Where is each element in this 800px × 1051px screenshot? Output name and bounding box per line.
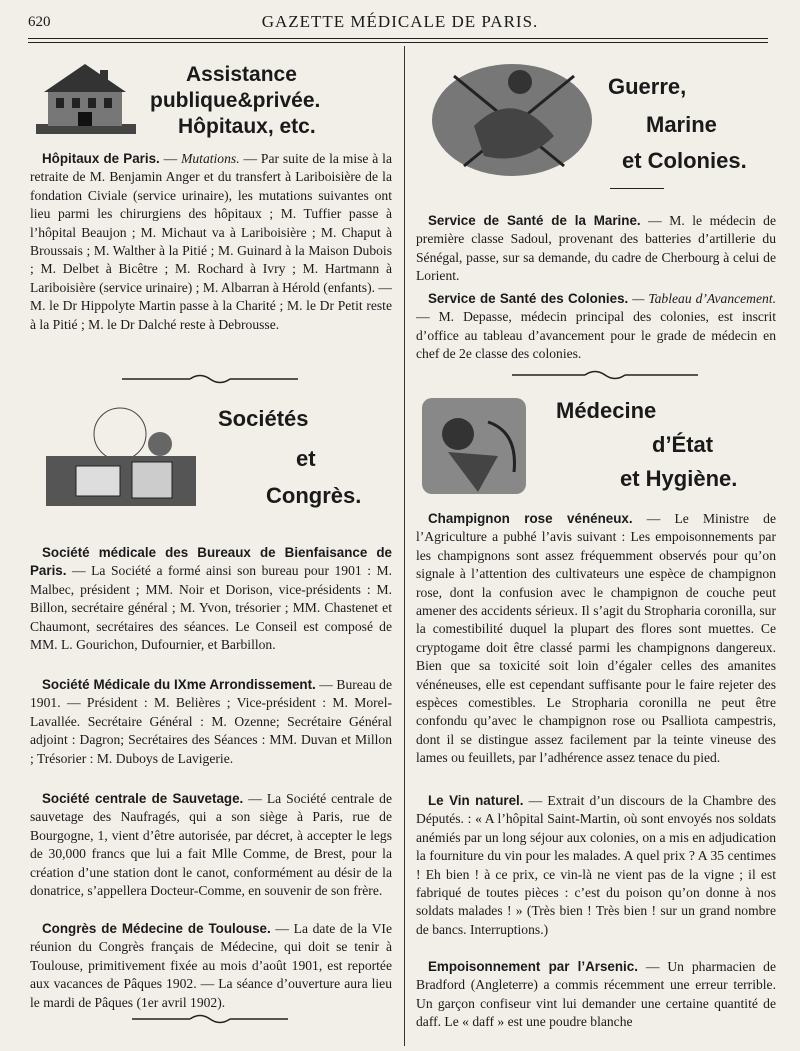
sauvetage-lead: Société centrale de Sauvetage. bbox=[42, 791, 244, 806]
vin-lead: Le Vin naturel. bbox=[428, 793, 524, 808]
journal-title: GAZETTE MÉDICALE DE PARIS. bbox=[261, 12, 539, 31]
medecine-title-1: Médecine bbox=[556, 398, 657, 423]
societes-title-1: Sociétés bbox=[218, 406, 309, 431]
toulouse-article bbox=[30, 920, 392, 1012]
hopitaux-body: — Par suite de la mise à la retraite de M. Benjamin Anger et du transfert à Lariboisière de la fondation Civiale (service urinaire), les mutations suivantes ont lieu parmi les chirurgiens des hôpitaux ; M. Tuffier passe à l’hôpital Beaujon ; M. Michaut va à Lariboisière ; M. Chaput à Broussais ; M. Walther à la Pitié ; M. Guinard à la Maison Dubois ; M. Delbet à Bicêtre ; M. Rochard à Ivry ; M. Hartmann à Lariboisière (service urinaire) ; M. Albarran à Hérold (enfants). — M. le Dr Hippolyte Martin passe à la Charité ; M. le Dr Petit reste à la Pitié ; M. le Dr Dalché reste à Debrousse. bbox=[30, 151, 392, 332]
short-rule bbox=[610, 188, 664, 189]
assistance-title-1: Assistance bbox=[186, 63, 297, 86]
marine-article bbox=[416, 212, 776, 286]
champignon-lead: Champignon rose vénéneux. bbox=[428, 511, 633, 526]
sauvetage-article bbox=[30, 790, 392, 900]
section-ornament bbox=[510, 368, 700, 382]
books-and-figure-engraving bbox=[36, 400, 212, 516]
toulouse-body: — La date de la VIe réunion du Congrès français de Médecine, qui doit se tenir à Toulouse, primitivement fixée au mois d’août 1901, est reportée aux vacances de Pâques 1902. — La séance d’ouverture aura lieu le mardi de Pâques (1er avril 1902). bbox=[30, 921, 392, 1010]
guerre-title-1: Guerre, bbox=[608, 74, 687, 99]
ixe-article bbox=[30, 676, 392, 768]
page-number: 620 bbox=[28, 14, 51, 30]
guerre-title-2: Marine bbox=[646, 112, 717, 137]
vin-article bbox=[416, 792, 776, 939]
military-trophy-engraving bbox=[424, 56, 600, 184]
societes-title-2: et bbox=[296, 446, 316, 471]
bienfaisance-article bbox=[30, 544, 392, 654]
toulouse-lead: Congrès de Médecine de Toulouse. bbox=[42, 921, 271, 936]
section-ornament bbox=[120, 372, 300, 386]
section-ornament bbox=[130, 1012, 290, 1026]
vin-body: — Extrait d’un discours de la Chambre des Députés. : « A l’hôpital Saint-Martin, où sont envoyés nos soldats anémiés par un long séjour aux colonies, on a mis en adjudication la fourniture du vin pour les malades. A quel prix ? A 35 centimes ! Eh bien ! à ce prix, ce vin-là ne vient pas de la vigne ; il est fabriqué de toutes pièces : c’est du poison qu’on donne à nos soldats malades ! » (Très bien ! Très bien ! sur un grand nombre de bancs. Interruptions.) bbox=[416, 793, 776, 937]
champignon-body: — Le Ministre de l’Agriculture a pubhé l’avis suivant : Les empoisonnements par les champignons sont assez fréquemment observés pour qu’on signale à l’attention des cultivateurs une espèce de champignon rose, dont la confusion avec le champignon de couche peut amener des accidents sérieux. Il s’agit du Stropharia coronilla, sur la comestibilité duquel la plupart des flores sont muettes. Ce cryptogame doit être classé parmi les champignons dangereux. Bien que sa toxicité soit loin d’égaler celles des amanites vénéneuses, elle est cependant suffisante pour le faire rejeter des espèces comestibles. Le Stropharia coronilla ne peut être confondu qu’avec le champignon rose ou Psalliota campestris, dont il se distingue assez facilement par la teinte vineuse des lames ou feuillets, par l’adhérence assez tenace du pied. bbox=[416, 511, 776, 766]
mythological-figure-engraving bbox=[418, 392, 528, 500]
arsenic-lead: Empoisonnement par l’Arsenic. bbox=[428, 959, 638, 974]
column-divider bbox=[404, 46, 405, 1046]
header-rule bbox=[28, 38, 768, 39]
assistance-title-3: Hôpitaux, etc. bbox=[178, 115, 316, 138]
guerre-title-3: et Colonies. bbox=[622, 148, 747, 173]
medecine-title-3: et Hygiène. bbox=[620, 466, 738, 491]
colonies-article bbox=[416, 290, 776, 364]
page-header bbox=[0, 0, 800, 40]
colonies-lead: Service de Santé des Colonies. bbox=[428, 291, 629, 306]
arsenic-body: — Un pharmacien de Bradford (Angleterre) a commis récemment une erreur terrible. Un garçon confiseur vint lui demander une certaine quantité de daff. Le « daff » est une poudre blanche bbox=[416, 959, 776, 1030]
ixe-lead: Société Médicale du IXme Arrondissement. bbox=[42, 677, 316, 692]
marine-body: — M. le médecin de première classe Sadoul, provenant des batteries d’artillerie du Sénégal, passe, sur sa demande, du cadre de Cherbourg à celui de Lorient. bbox=[416, 213, 776, 284]
colonies-sub: — Tableau d’Avancement. bbox=[632, 291, 777, 306]
arsenic-article bbox=[416, 958, 776, 1032]
assistance-title-2: publique&privée. bbox=[150, 89, 321, 112]
header-rule-2 bbox=[28, 42, 768, 43]
hopitaux-lead: Hôpitaux de Paris. bbox=[42, 151, 160, 166]
colonies-body: — M. Depasse, médecin principal des colonies, est inscrit d’office au tableau d’avancement pour le grade de médecin en chef de 2e classe des colonies. bbox=[416, 309, 776, 362]
marine-lead: Service de Santé de la Marine. bbox=[428, 213, 641, 228]
ixe-body: — Bureau de 1901. — Président : M. Belières ; Vice-président : M. Morel-Lavallée. Secrétaire Général : M. Ozenne; Secrétaire Général adjoint : Dagron; Secrétaires des Séances : MM. Duvan et Millon ; Trésorier : M. Duboys de Lavigerie. bbox=[30, 677, 392, 766]
hopitaux-article: Hôpitaux de Paris. — Mutations. — Par suite de la mise à la retraite de M. Benjamin Anger et du transfert à Lariboisière de la fondation Civiale (service urinaire), les mutations suivantes ont lieu parmi les chirurgiens des hôpitaux ; M. Tuffier passe à l’hôpital Beaujon ; M. Michaut va à Lariboisière ; M. Chaput à Broussais ; M. Walther à la Pitié ; M. Guinard à la Maison Dubois ; M. Delbet à Bicêtre ; M. Rochard à Ivry ; M. Hartmann à Lariboisière (service urinaire) ; M. Albarran à Hérold (enfants). — M. le Dr Hippolyte Martin passe à la Charité ; M. le Dr Petit reste à la Pitié ; M. le Dr Dalché reste à Debrousse. bbox=[30, 151, 392, 332]
hopitaux-sub: Mutations. bbox=[181, 151, 240, 166]
champignon-article bbox=[416, 510, 776, 768]
medecine-title-2: d’État bbox=[652, 432, 714, 457]
hospital-building-engraving bbox=[30, 58, 140, 138]
societes-title-3: Congrès. bbox=[266, 483, 362, 508]
bienfaisance-lead: Société médicale des Bureaux de Bienfaisance de Paris. bbox=[30, 545, 392, 579]
sauvetage-body: — La Société centrale de sauvetage des Naufragés, qui a son siège à Paris, rue de Bourgogne, 1, vient d’être autorisée, par décret, à accepter le legs de 30,000 francs que lui a fait Mlle Comme, de Brest, pour la création d’une station dont le canot, conformément au désir de la donatrice, s’appellera Docteur-Comme, en souvenir de son frère. bbox=[30, 791, 392, 899]
bienfaisance-body: — La Société a formé ainsi son bureau pour 1901 : M. Malbec, président ; MM. Noir et Dorison, vice-présidents : M. Billon, secrétaire général ; M. Yvon, trésorier ; MM. Chastenet et Chaumont, secrétaires des séances. Le Conseil est composé de MM. L. Gourichon, Dufournier, et Barbillon. bbox=[30, 563, 392, 653]
